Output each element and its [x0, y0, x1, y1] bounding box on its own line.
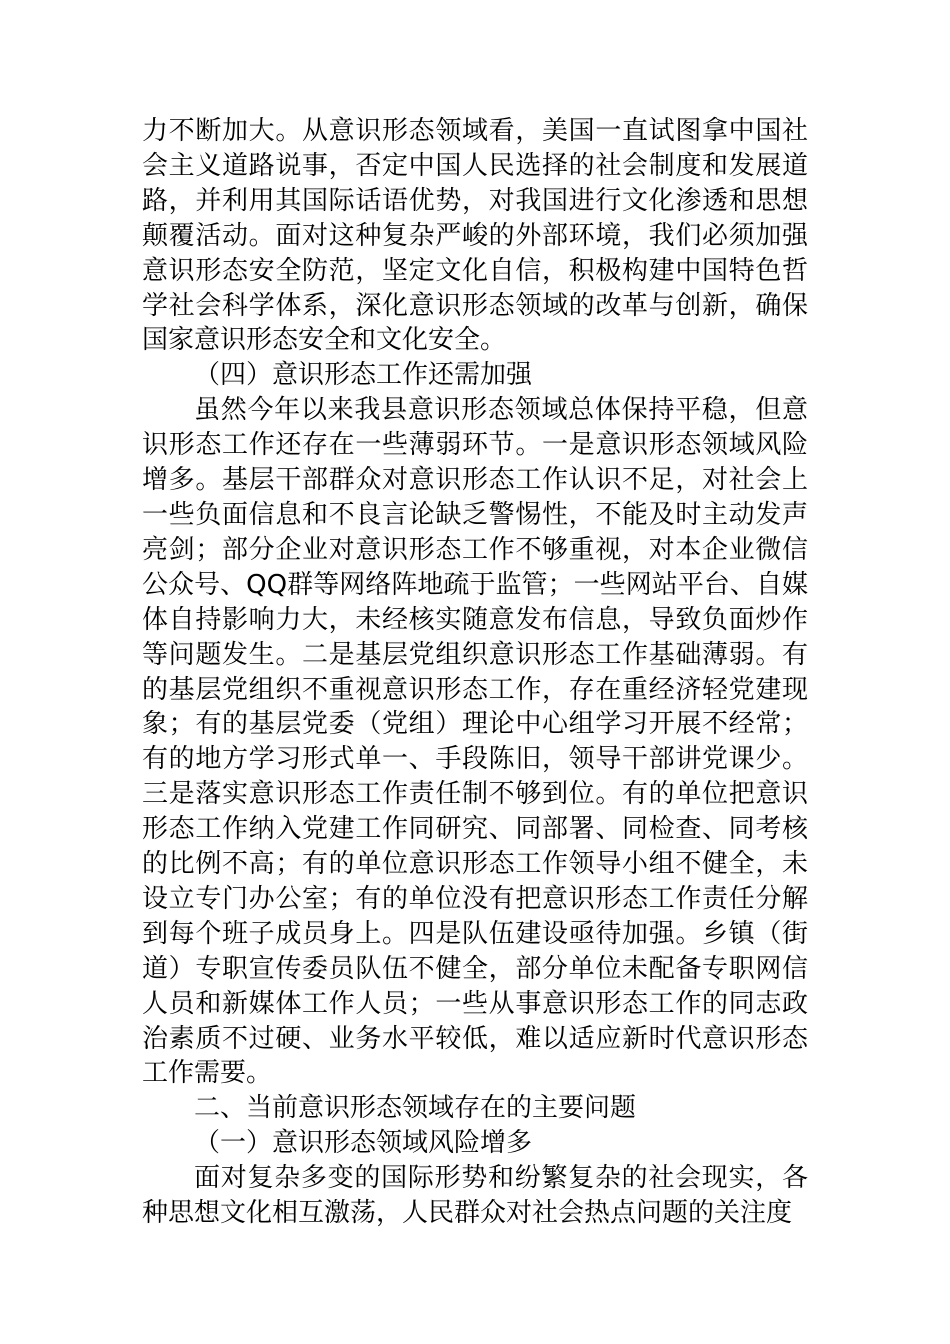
document-page: [142, 114, 808, 1231]
section-heading-one: （一）意识形态领域风险增多: [194, 1128, 533, 1159]
paragraph-body: 虽然今年以来我县意识形态领域总体保持平稳，但意识形态工作还存在一些薄弱环节。一是意识形态领域风险增多。基层干部群众对意识形态工作认识不足，对社会上一些负面信息和不良言论缺乏警惕性，不能及时主动发声亮剑；部分企业对意识形态工作不够重视，对本企业微信公众号、QQ群等网络阵地疏于监管；一些网站平台、自媒体自持影响力大，未经核实随意发布信息，导致负面炒作等问题发生。二是基层党组织意识形态工作基础薄弱。有的基层党组织不重视意识形态工作，存在重经济轻党建现象；有的基层党委（党组）理论中心组学习开展不经常；有的地方学习形式单一、手段陈旧，领导干部讲党课少。三是落实意识形态工作责任制不够到位。有的单位把意识形态工作纳入党建工作同研究、同部署、同检查、同考核的比例不高；有的单位意识形态工作领导小组不健全，未设立专门办公室；有的单位没有把意识形态工作责任分解到每个班子成员身上。四是队伍建设亟待加强。乡镇（街道）专职宣传委员队伍不健全，部分单位未配备专职网信人员和新媒体工作人员；一些从事意识形态工作的同志政治素质不过硬、业务水平较低，难以适应新时代意识形态工作需要。: [142, 395, 808, 1089]
section-heading-four: （四）意识形态工作还需加强: [194, 360, 533, 391]
paragraph-body: 面对复杂多变的国际形势和纷繁复杂的社会现实，各种思想文化相互激荡，人民群众对社会热点问题的关注度: [142, 1163, 808, 1229]
chapter-heading-two: 二、当前意识形态领域存在的主要问题: [194, 1093, 637, 1124]
paragraph-continuation: 力不断加大。从意识形态领域看，美国一直试图拿中国社会主义道路说事，否定中国人民选择的社会制度和发展道路，并利用其国际话语优势，对我国进行文化渗透和思想颠覆活动。面对这种复杂严峻的外部环境，我们必须加强意识形态安全防范，坚定文化自信，积极构建中国特色哲学社会科学体系，深化意识形态领域的改革与创新，确保国家意识形态安全和文化安全。: [142, 116, 808, 356]
